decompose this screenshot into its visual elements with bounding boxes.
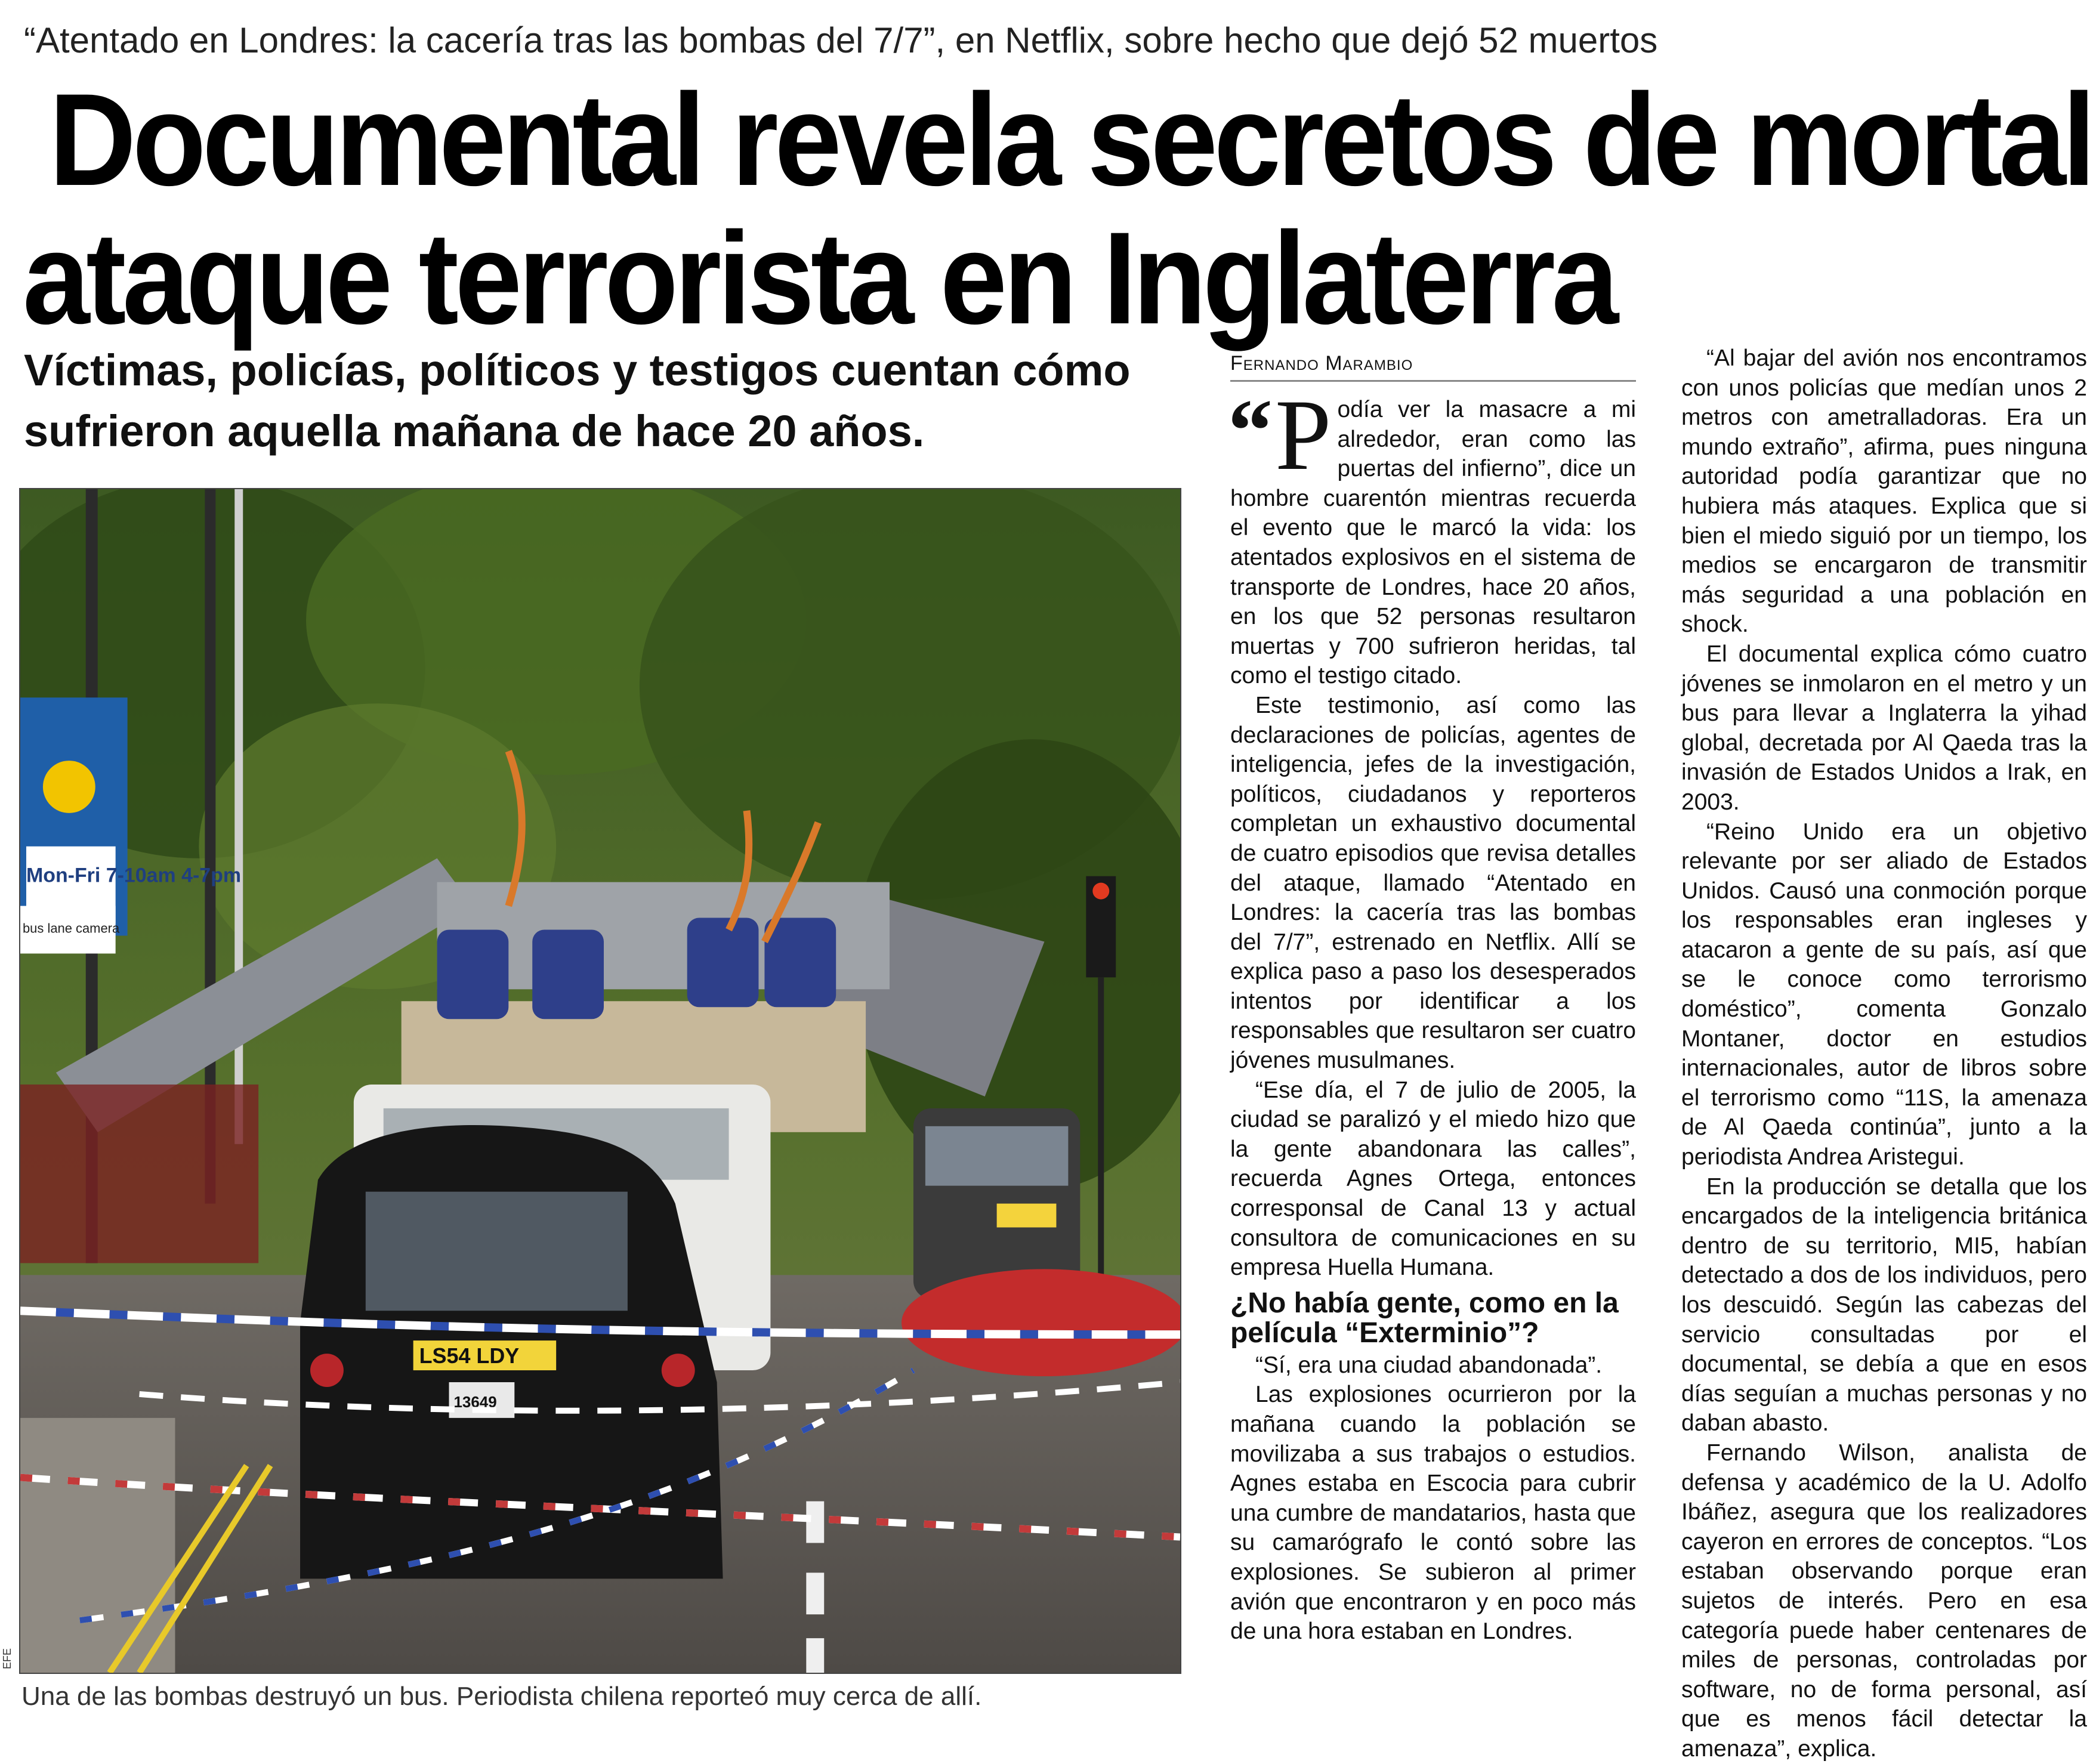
taxi-licence: 13649 (453, 1394, 497, 1411)
taxi-plate: LS54 LDY (419, 1343, 520, 1368)
paragraph-9: En la producción se detalla que los encargados de la inteligencia británica dentro de su territorio, MI5, habían detectado a dos de los individuos, pero los descuidó. Según las cabezas del servicio consultadas por el documental, se debía a que en esos días seguían a muchas personas y no daban abasto. (1681, 1173, 2087, 1436)
photo-credit: EFE (1, 1648, 13, 1669)
byline: Fernando Marambio (1230, 352, 1636, 382)
paragraph-1 (1228, 379, 1636, 691)
headline-line-1: Documental revela secretos de mortal (49, 66, 2092, 213)
article-column-1 (1228, 379, 1636, 1646)
paragraph-7: El documental explica cómo cuatro jóvenes se inmolaron en el metro y un bus para llevar a Inglaterra la yihad global, decretada por Al Qaeda tras la invasión de Estados Unidos a Irak, en 2003. (1681, 641, 2087, 815)
news-photo (19, 488, 1181, 1674)
headline-line-2: ataque terrorista en Inglaterra (23, 205, 1615, 351)
photo-caption: Una de las bombas destruyó un bus. Periodista chilena reporteó muy cerca de allí. (21, 1682, 982, 1711)
paragraph-6: “Al bajar del avión nos encontramos con unos policías que medían unos 2 metros con ametralladoras. Era un mundo extraño”, afirma, pues ninguna autoridad podía garantizar que no hubiera más ataques. Explica que si bien el miedo siguió por un tiempo, los medios se encargaron de transmitir más seguridad a una población en shock. (1681, 345, 2087, 638)
paragraph-3: “Ese día, el 7 de julio de 2005, la ciudad se paralizó y el miedo hizo que la gente abandonara las calles”, recuerda Agnes Ortega, entonces corresponsal de Canal 13 y actual consultora de comunicaciones en su empresa Huella Humana. (1230, 1077, 1636, 1281)
open-quote-glyph: “ (1228, 381, 1273, 480)
paragraph-10: Fernando Wilson, analista de defensa y académico de la U. Adolfo Ibáñez, asegura que los realizadores cayeron en errores de conceptos. “Los estaban observando porque eran sujetos de interés. Pero en esa categoría puede haber centenares de miles de personas, controladas por software, no de forma personal, así que es menos fácil detectar la amenaza”, explica. (1681, 1439, 2087, 1762)
headline (23, 66, 2092, 351)
kicker: “Atentado en Londres: la cacería tras las bombas del 7/7”, en Netflix, sobre hecho que dejó 52 muertos (24, 20, 1658, 60)
subhead: Víctimas, policías, políticos y testigos cuentan cómo sufrieron aquella mañana de hace 20 años. (24, 345, 1131, 456)
sign-text: Mon-Fri 7-10am 4-7pm (26, 864, 242, 887)
article-column-2 (1681, 344, 2087, 1764)
drop-cap: P (1275, 379, 1332, 491)
paragraph-2: Este testimonio, así como las declaraciones de policías, agentes de inteligencia, jefes de la investigación, políticos, ciudadanos y reporteros completan un exhaustivo documental de cuatro episodios que revisa detalles del ataque, llamado “Atentado en Londres: la cacería tras las bombas del 7/7”, estrenado en Netflix. Allí se explica paso a paso los desesperados intentos por identificar a los responsables que resultaron ser cuatro jóvenes musulmanes. (1230, 692, 1636, 1074)
article-subtitle: ¿No había gente, como en la película “Exterminio”? (1230, 1287, 1619, 1349)
bus-bombing-photo (20, 489, 1180, 1673)
paragraph-5: Las explosiones ocurrieron por la mañana cuando la población se movilizaba a sus trabajos o estudios. Agnes estaba en Escocia para cubrir una cumbre de mandatarios, hasta que su camarógrafo le contó sobre las explosiones. Se subieron al primer avión que encontraron y en poco más de una hora estaban en Londres. (1230, 1382, 1636, 1645)
sign-text-2: bus lane camera (22, 920, 120, 936)
paragraph-1-text: odía ver la masacre a mi alrededor, eran como las puertas del infierno”, dice un hombre cuarentón mientras recuerda el evento que le marcó la vida: los atentados explosivos en el sistema de transporte de Londres, hace 20 años, en los que 52 personas resultaron muertas y 700 sufrieron heridas, tal como el testigo citado. (1230, 397, 1636, 689)
paragraph-8: “Reino Unido era un objetivo relevante por ser aliado de Estados Unidos. Causó una conmoción porque los responsables eran ingleses y atacaron a gente de su país, así que se le conoce como terrorismo doméstico”, comenta Gonzalo Montaner, doctor en estudios internacionales, autor de libros sobre el terrorismo como “11S, la amenaza de Al Qaeda continúa”, junto a la periodista Andrea Aristegui. (1681, 818, 2087, 1170)
paragraph-4: “Sí, era una ciudad abandonada”. (1255, 1352, 1603, 1378)
